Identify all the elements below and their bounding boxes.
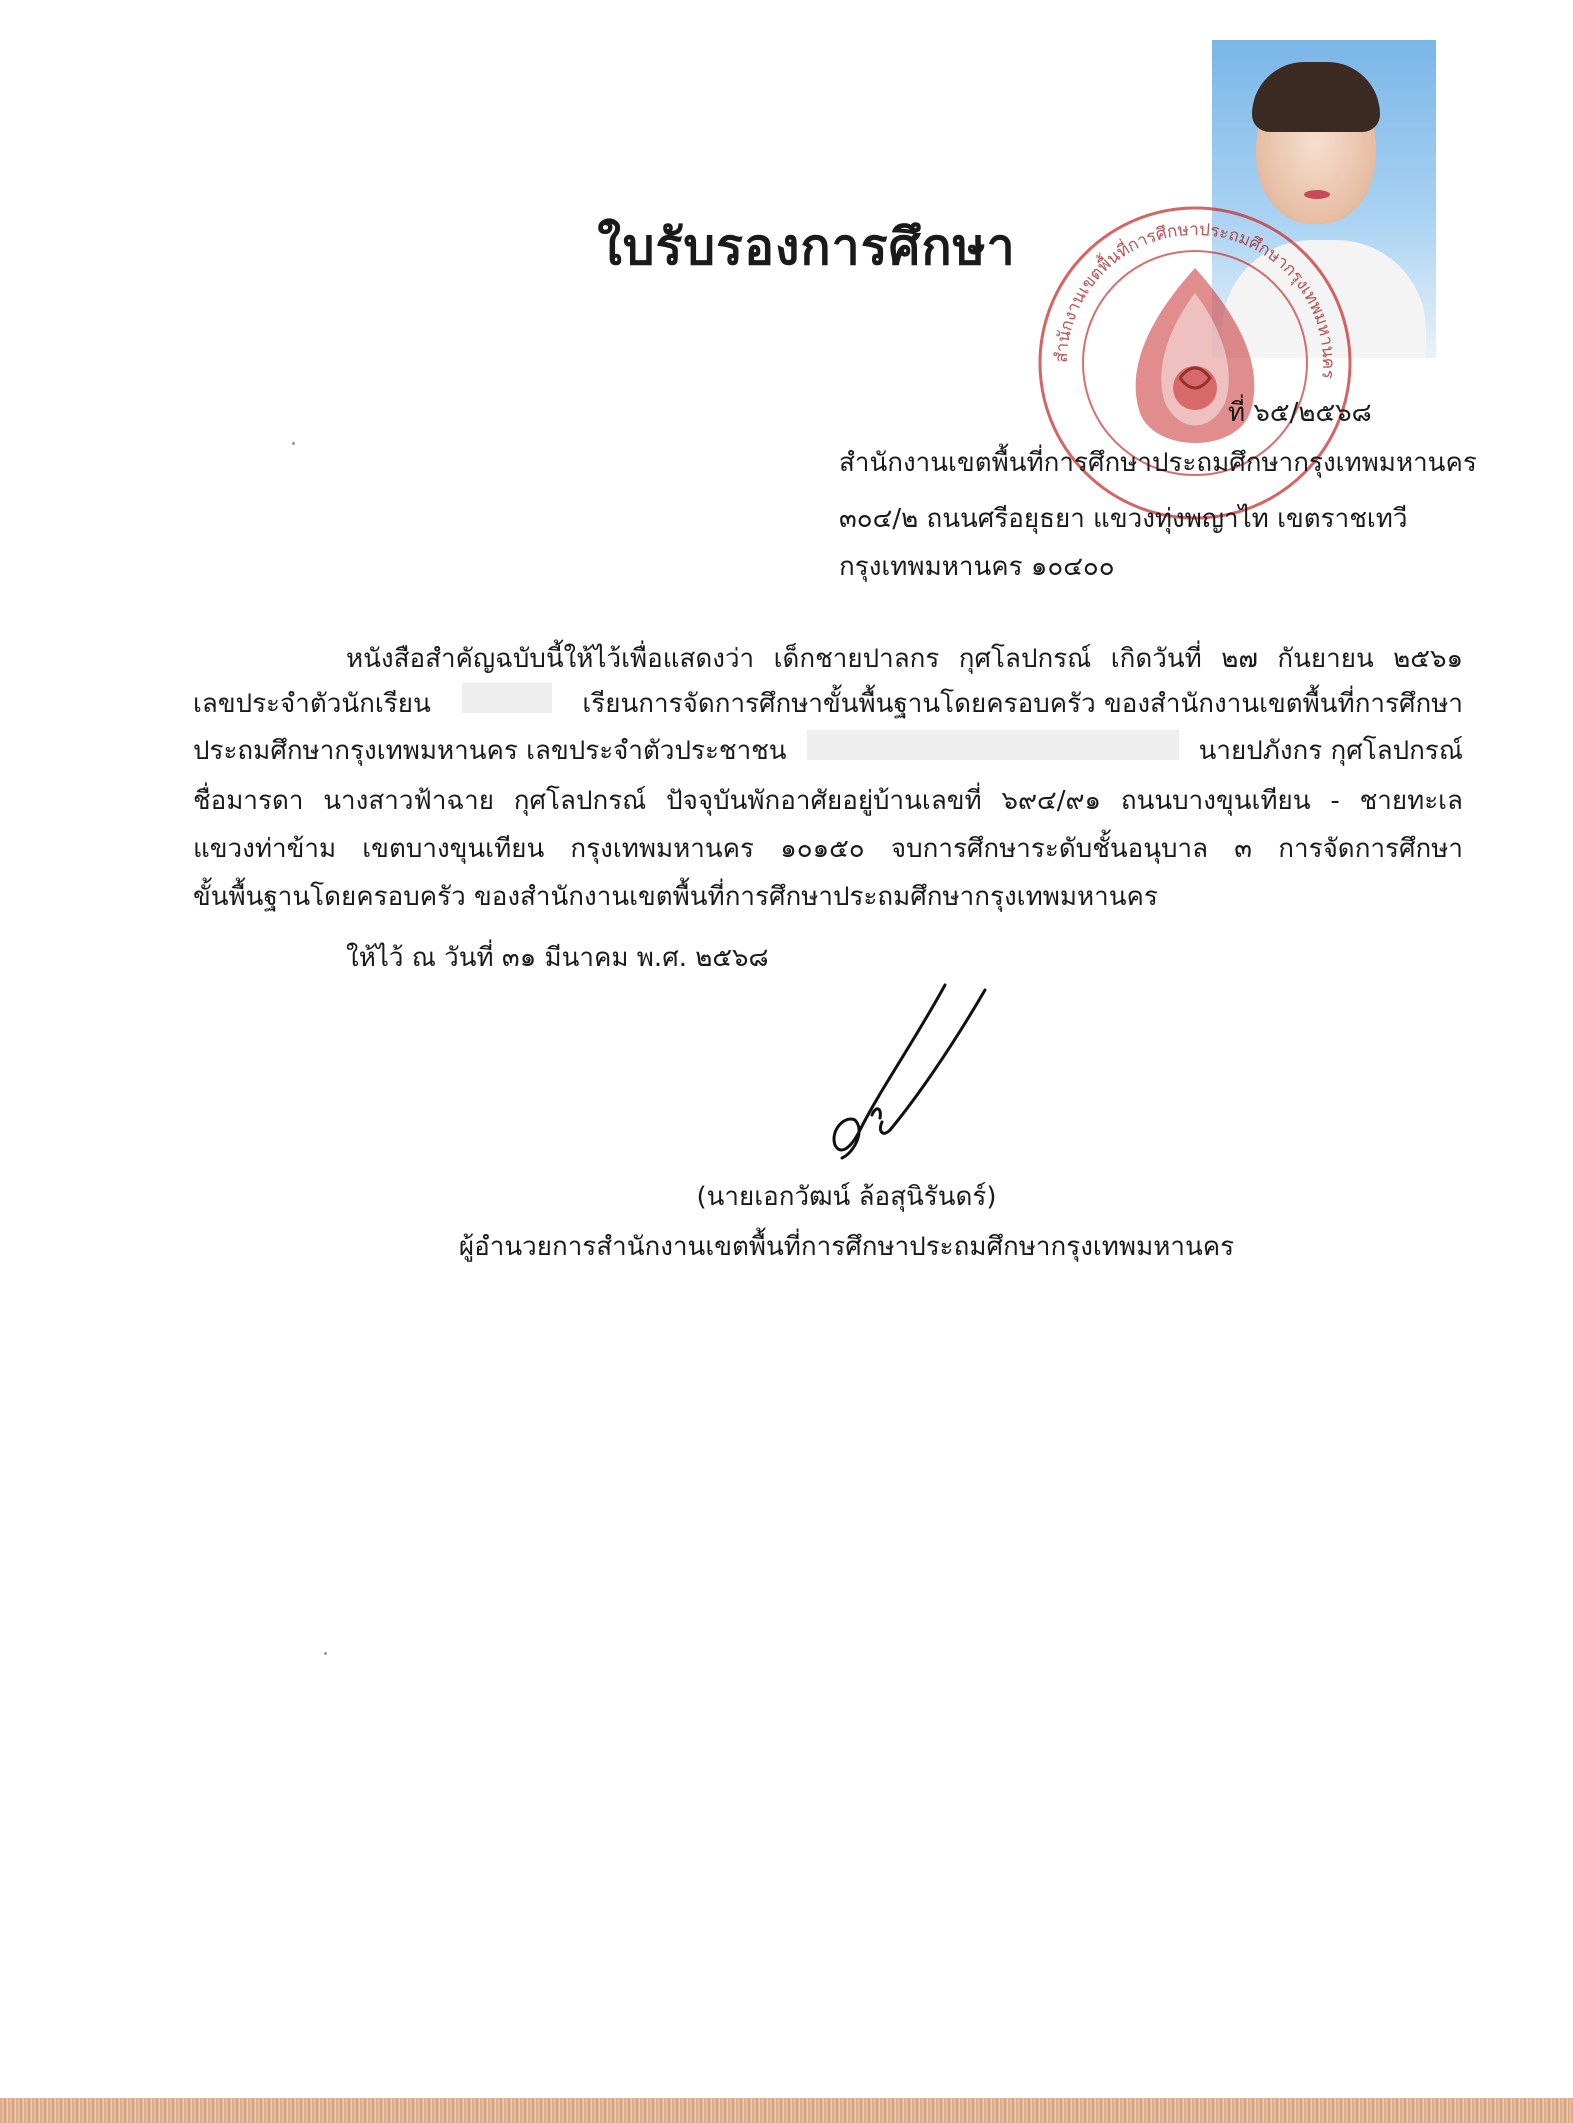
body-line-5: แขวงท่าข้าม เขตบางขุนเทียน กรุงเทพมหานคร ๑๐๑๕๐ จบการศึกษาระดับชั้นอนุบาล ๓ การจัดการศึกษา: [193, 834, 1463, 864]
body-line-2-rest: เรียนการจัดการศึกษาขั้นพื้นฐานโดยครอบครัว ของสำนักงานเขตพื้นที่การศึกษา: [582, 689, 1463, 719]
signatory-name: (นายเอกวัฒน์ ล้อสุนิรันดร์): [696, 1182, 997, 1212]
seal-text: สำนักงานเขตพื้นที่การศึกษาประถมศึกษากรุงเทพมหานคร: [1051, 219, 1339, 380]
scan-speck: [292, 442, 295, 445]
scan-speck: [324, 1652, 327, 1655]
redacted-student-id: [462, 683, 552, 713]
student-id-label: เลขประจำตัวนักเรียน: [193, 689, 431, 719]
father-name: นายปภังกร กุศโลปกรณ์: [1198, 736, 1463, 766]
photo-hair: [1252, 62, 1380, 132]
body-line-6: ขั้นพื้นฐานโดยครอบครัว ของสำนักงานเขตพื้นที่การศึกษาประถมศึกษากรุงเทพมหานคร: [193, 882, 1158, 912]
body-line-1: หนังสือสำคัญฉบับนี้ให้ไว้เพื่อแสดงว่า เด็กชายปาลกร กุศโลปกรณ์ เกิดวันที่ ๒๗ กันยายน ๒๕๖๑: [346, 644, 1463, 674]
office-address-line2: ๓๐๔/๒ ถนนศรีอยุธยา แขวงทุ่งพญาไท เขตราชเทวี: [839, 504, 1408, 534]
reference-number: ที่ ๖๕/๒๕๖๘: [1228, 398, 1372, 428]
citizen-id-label: ประถมศึกษากรุงเทพมหานคร เลขประจำตัวประชาชน: [193, 736, 787, 766]
redacted-citizen-id: [807, 730, 1179, 760]
given-date: ให้ไว้ ณ วันที่ ๓๑ มีนาคม พ.ศ. ๒๕๖๘: [346, 943, 769, 973]
body-line-3: [193, 730, 1463, 771]
director-signature: [820, 980, 1020, 1170]
body-line-4: ชื่อมารดา นางสาวฟ้าฉาย กุศโลปกรณ์ ปัจจุบันพักอาศัยอยู่บ้านเลขที่ ๖๙๔/๙๑ ถนนบางขุนเทียน - ชายทะเล: [193, 786, 1463, 816]
office-address-line3: กรุงเทพมหานคร ๑๐๔๐๐: [839, 552, 1115, 582]
office-address-line1: สำนักงานเขตพื้นที่การศึกษาประถมศึกษากรุงเทพมหานคร: [839, 448, 1477, 478]
signatory-position: ผู้อำนวยการสำนักงานเขตพื้นที่การศึกษาประถมศึกษากรุงเทพมหานคร: [458, 1232, 1235, 1262]
scan-edge-strip: [0, 2098, 1573, 2123]
body-line-2: [193, 683, 1463, 724]
document-title: ใบรับรองการศึกษา: [597, 218, 1016, 276]
